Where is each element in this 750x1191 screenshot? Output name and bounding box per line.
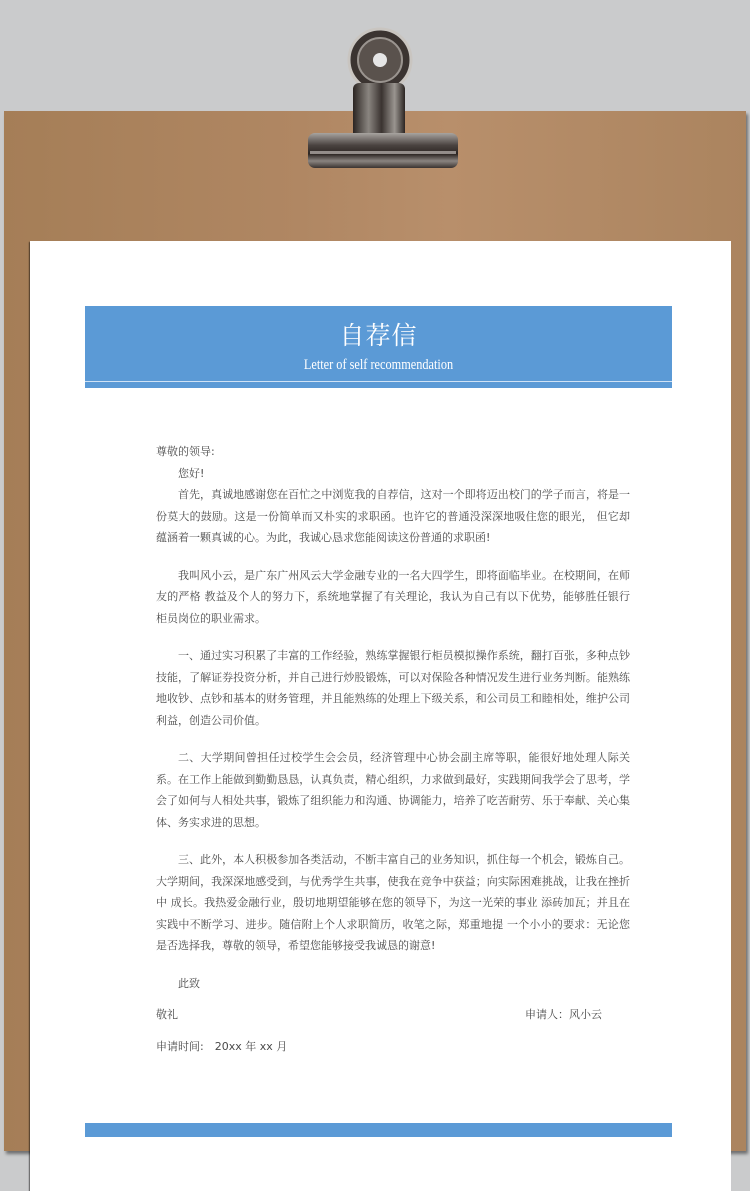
footer-bar — [85, 1123, 672, 1137]
closing-salute: 敬礼 — [156, 1008, 178, 1021]
banner-divider — [85, 381, 672, 382]
page-title: 自荐信 — [339, 321, 418, 350]
paragraph-intro: 首先，真诚地感谢您在百忙之中浏览我的自荐信，这对一个即将迈出校门的学子而言，将是一份莫大的鼓励。这是一份简单而又朴实的求职函。也许它的普通没深深地吸住您的眼光， 但它却蕴涵着一颗真诚的心。为此，我诚心恳求您能阅读这份普通的求职函! — [156, 488, 630, 544]
salutation: 尊敬的领导: — [156, 445, 215, 458]
paragraph-point-1: 一、通过实习积累了丰富的工作经验，熟练掌握银行柜员模拟操作系统，翻打百张，多种点钞技能，了解证券投资分析，并自己进行炒股锻炼，可以对保险各种情况发生进行业务判断。能熟练地收钞、点钞和基本的财务管理，并且能熟练的处理上下级关系，和公司员工和睦相处，维护公司利益，创造公司价值。 — [156, 649, 630, 727]
clipboard — [4, 111, 746, 1151]
paragraph-point-3: 三、此外，本人积极参加各类活动，不断丰富自己的业务知识，抓住每一个机会，锻炼自己。大学期间，我深深地感受到，与优秀学生共事，使我在竞争中获益；向实际困难挑战，让我在挫折中 成长。我热爱金融行业，殷切地期望能够在您的领导下，为这一光荣的事业 添砖加瓦；并且在实践中不断学习、进步。随信附上个人求职简历，收笔之际，郑重地提 一个小小的要求：无论您是否选择我，尊敬的领导，希望您能够接受我诚恳的谢意! — [156, 853, 630, 952]
paragraph-point-2: 二、大学期间曾担任过校学生会会员，经济管理中心协会副主席等职，能很好地处理人际关系。在工作上能做到勤勤恳恳，认真负责，精心组织，力求做到最好，实践期间我学会了思考，学会了如何与人相处共事，锻炼了组织能力和沟通、协调能力，培养了吃苦耐劳、乐于奉献、关心集体、务实求进的思想。 — [156, 751, 630, 829]
letter-paper — [30, 241, 731, 1191]
title-banner — [85, 306, 672, 388]
applicant-name: 申请人：风小云 — [525, 1008, 602, 1021]
greeting: 您好! — [178, 466, 205, 480]
binder-clip-icon — [298, 25, 464, 171]
page-subtitle: Letter of self recommendation — [303, 357, 454, 373]
letter-body — [156, 441, 630, 1057]
application-date: 申请时间: 20xx 年 xx 月 — [156, 1039, 288, 1053]
paragraph-self-introduction: 我叫风小云，是广东广州风云大学金融专业的一名大四学生，即将面临毕业。在校期间，在师友的严格 教益及个人的努力下，系统地掌握了有关理论，我认为自己有以下优势，能够胜任银行柜员岗位的职业需求。 — [156, 568, 630, 625]
closing-regards: 此致 — [178, 976, 200, 990]
